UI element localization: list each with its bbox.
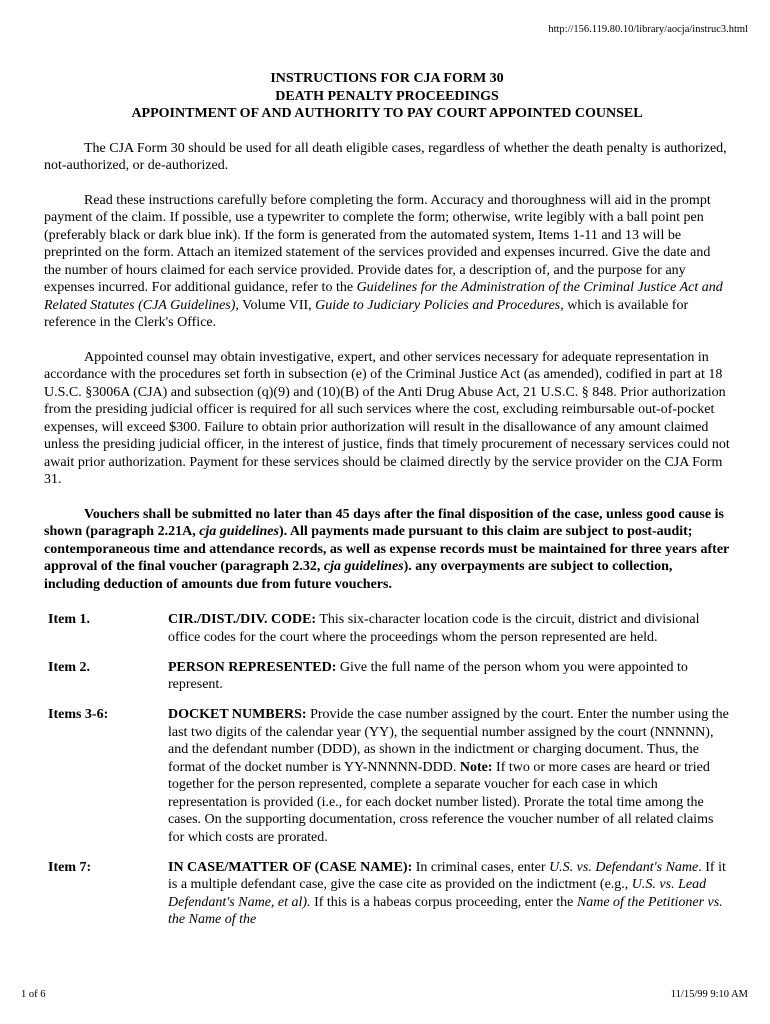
p4-text-a: Vouchers shall be submitted no later than 45 days after the final disposition of the case, unless good cause is shown (paragraph 2.21A, — [44, 506, 724, 539]
p2-text-e: , which is available for reference in the Clerk's Office. — [44, 297, 689, 330]
title-line-1: INSTRUCTIONS FOR CJA FORM 30 — [270, 71, 504, 86]
p4-ref-2: cja guidelines — [323, 559, 404, 574]
title-line-2: DEATH PENALTY PROCEEDINGS — [275, 88, 499, 104]
item-heading: DOCKET NUMBERS: — [168, 707, 307, 722]
item-label: Item 1. — [48, 612, 90, 627]
item-heading: IN CASE/MATTER OF (CASE NAME): — [168, 859, 413, 875]
item-label: Items 3-6: — [48, 707, 109, 722]
item-italic: Name of the Petitioner vs. the Name of the — [168, 894, 723, 927]
item-text: In criminal cases, enter — [412, 859, 550, 875]
item-label: Item 2. — [48, 659, 90, 675]
item-heading: PERSON REPRESENTED: — [168, 659, 337, 675]
item-text: Provide the case number assigned by the court. Enter the number using the last two digits of the calendar year (YY), the sequential number assigned by the court (NNNNN), and the defendant number (DDD), as shown in the indictment or charging document. Thus, the format of the docket number is YY-NNNNN-DDD. — [168, 707, 729, 775]
item-description — [168, 611, 730, 646]
item-row — [44, 706, 730, 846]
item-row — [44, 859, 730, 929]
item-label: Item 7: — [48, 859, 92, 875]
p2-text-a: Read these instructions carefully before completing the form. Accuracy and thoroughness will aid in the prompt payment of the claim. If possible, use a typewriter to complete the form; otherwise, write legibly with a ball point pen (preferably black or dark blue ink). If the form is generated from the automated system, Items 1-11 and 13 will be preprinted on the form. Attach an itemized statement of the services provided and expenses incurred. Give the date and the number of hours claimed for each service provided. Provide dates for, a description of, and the purpose for any expenses incurred. For additional guidance, refer to the — [44, 192, 711, 295]
page-number: 1 of 6 — [21, 989, 46, 1000]
item-heading: CIR./DIST./DIV. CODE: — [168, 612, 317, 627]
item-text: If this is a habeas corpus proceeding, enter the — [310, 894, 577, 910]
item-row — [44, 611, 730, 646]
paragraph-services: Appointed counsel may obtain investigative, expert, and other services necessary for adequate representation in accordance with the procedures set forth in subsection (e) of the Criminal Justice Act (as amended), codified in part at 18 U.S.C. §3006A (CJA) and subsection (q)(9) and (10)(B) of the Anti Drug Abuse Act, 21 U.S.C. § 848. Prior authorization from the presiding judicial officer is required for all such services where the cost, excluding reimbursable out-of-pocket expenses, will exceed $300. Failure to obtain prior authorization will result in the disallowance of any amount claimed unless the presiding judicial officer, in the interest of justice, finds that timely procurement of necessary services could not await prior authorization. Payment for these services should be claimed directly by the service provider on the CJA Form 31. — [44, 349, 730, 487]
p2-guidelines-title: Guidelines for the Administration of the Criminal Justice Act and Related Statutes (CJA Guidelines), — [44, 280, 723, 313]
item-description — [168, 859, 730, 929]
item-text: This six-character location code is the circuit, district and divisional office codes for the court where the proceedings whom the person represented are held. — [168, 612, 700, 645]
title-line-3: APPOINTMENT OF AND AUTHORITY TO PAY COURT APPOINTED COUNSEL — [131, 106, 643, 121]
p4-ref-1: cja guidelines — [199, 524, 279, 539]
paragraph-vouchers — [44, 506, 730, 594]
item-description — [168, 706, 730, 846]
paragraph-instructions — [44, 192, 730, 332]
item-italic: U.S. vs. Defendant's Name — [549, 859, 699, 875]
document-body — [44, 70, 730, 941]
item-note: Note: — [459, 759, 493, 775]
print-datetime: 11/15/99 9:10 AM — [670, 989, 748, 1000]
item-list — [44, 611, 730, 929]
document-title — [44, 70, 730, 123]
p4-text-c: ). All payments made pursuant to this claim are subject to post-audit; contemporaneous time and attendance records, as well as expense records must be maintained for three years after approval of the final voucher (paragraph 2.32, — [44, 524, 730, 574]
item-text: . If it is a multiple defendant case, give the case cite as provided on the indictment (e.g., — [168, 859, 726, 892]
item-italic: U.S. vs. Lead Defendant's Name, et al). — [168, 877, 707, 910]
paragraph-form-usage: The CJA Form 30 should be used for all death eligible cases, regardless of whether the death penalty is authorized, not-authorized, or de-authorized. — [44, 140, 727, 173]
item-text: If two or more cases are heard or tried together for the person represented, complete a separate voucher for each case in which representation is provided (i.e., for each docket number listed). Prorate the total time among the cases. On the supporting documentation, cross reference the voucher number of all related claims for which costs are prorated. — [168, 759, 714, 845]
p2-text-c: Volume VII, — [238, 297, 316, 313]
item-description — [168, 659, 730, 694]
p4-text-e: ). any overpayments are subject to collection, including deduction of amounts due from future vouchers. — [44, 559, 673, 592]
page-url: http://156.119.80.10/library/aocja/instruc3.html — [548, 24, 748, 35]
item-row — [44, 659, 730, 694]
p2-guide-title: Guide to Judiciary Policies and Procedures — [315, 297, 561, 313]
item-text: Give the full name of the person whom you were appointed to represent. — [168, 659, 688, 692]
